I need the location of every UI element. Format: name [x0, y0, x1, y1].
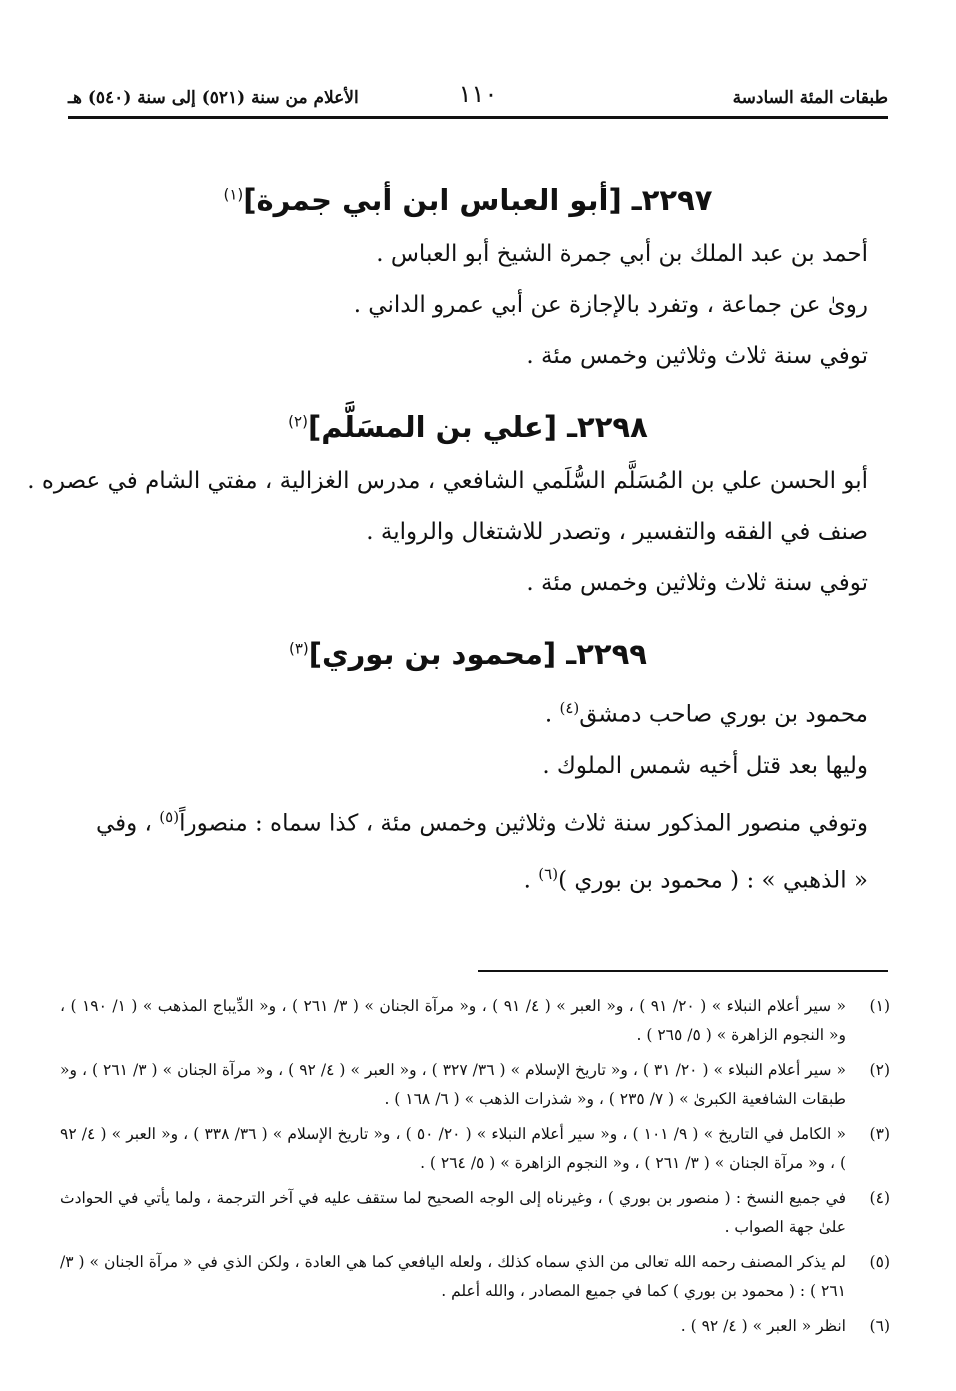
entry-2299 [68, 637, 868, 907]
footnote [60, 1056, 890, 1114]
entry-title [68, 183, 868, 217]
footnote-text: « سير أعلام النبلاء » ( ٢٠/ ٣١ ) ، و« تاريخ الإسلام » ( ٣٦/ ٣٢٧ ) ، و« العبر » ( ٤/ ٩٢ ) ، و« مرآة الجنان » ( ٣/ ٢٦١ ) ، و« طبقات الشافعية الكبرىٰ » ( ٧/ ٢٣٥ ) ، و« شذرات الذهب » ( ٦/ ١٦٨ ) . [60, 1061, 847, 1108]
entry-text: وتوفي منصور المذكور سنة ثلاث وثلاثين وخمس مئة ، كذا سماه : منصوراً [179, 810, 868, 837]
entry-text: « الذهبي » : ( محمود بن بوري ) [558, 867, 868, 894]
entry-heading: ٢٢٩٨ـ [علي بن المسَلَّم] [307, 410, 648, 444]
entry-line: روىٰ عن جماعة ، وتفرد بالإجازة عن أبي عمرو الداني . [353, 292, 868, 318]
footnote-number: (١) [869, 997, 890, 1015]
running-header [68, 78, 888, 108]
footnote-ref[interactable]: (٦) [538, 865, 559, 884]
page-number: ١١٠ [458, 80, 498, 108]
entry-line: وليها بعد قتل أخيه شمس الملوك . [542, 752, 868, 779]
entry-text: محمود بن بوري صاحب دمشق [579, 701, 868, 728]
footnote [60, 1248, 890, 1306]
footnote-rule [478, 970, 888, 972]
header-rule [68, 116, 888, 119]
entry-line [68, 683, 868, 741]
footnote [60, 1312, 890, 1341]
footnote-number: (٦) [869, 1317, 890, 1335]
entry-line: أبو الحسن علي بن المُسَلَّم السُّلَمي الشافعي ، مدرس الغزالية ، مفتي الشام في عصره . [27, 468, 868, 494]
entry-text: ، وفي [95, 810, 160, 837]
entry-2298 [27, 410, 868, 609]
entry-title [68, 637, 868, 671]
footnote-text: لم يذكر المصنف رحمه الله تعالى من الذي سماه كذلك ، ولعله اليافعي كما هي العادة ، ولكن الذي في « مرآة الجنان » ( ٣/ ٢٦١ ) : ( محمود بن بوري ) كما في جميع المصادر ، والله أعلم . [60, 1253, 846, 1300]
footnote-text: انظر « العبر » ( ٤/ ٩٢ ) . [680, 1317, 846, 1335]
footnote-number: (٥) [869, 1253, 890, 1271]
entry-heading: ٢٢٩٧ـ [أبو العباس ابن أبي جمرة] [243, 183, 713, 217]
footnote-number: (٣) [869, 1125, 890, 1143]
entry-title [68, 410, 868, 444]
entry-2297 [68, 183, 868, 382]
footnote-ref[interactable]: (١) [223, 185, 244, 204]
footnote-text: في جميع النسخ : ( منصور بن بوري ) ، وغيرناه إلى الوجه الصحيح لما ستقف عليه في آخر الترجمة ، ولما يأتي في الحوادث علىٰ جهة الصواب . [60, 1189, 846, 1236]
section-title: طبقات المئة السادسة [732, 88, 888, 108]
footnote [60, 1120, 890, 1178]
footnote [60, 992, 890, 1050]
entry-line: توفي سنة ثلاث وثلاثين وخمس مئة . [526, 570, 868, 596]
entry-line: صنف في الفقه والتفسير ، وتصدر للاشتغال والرواية . [366, 519, 868, 545]
entry-line: أحمد بن عبد الملك بن أبي جمرة الشيخ أبو العباس . [376, 241, 868, 267]
footnote-text: « سير أعلام النبلاء » ( ٢٠/ ٩١ ) ، و« العبر » ( ٤/ ٩١ ) ، و« مرآة الجنان » ( ٣/ ٢٦١ ) ، و« الدِّيباج المذهب » ( ١/ ١٩٠ ) ، و« النجوم الزاهرة » ( ٥/ ٢٦٥ ) . [60, 997, 846, 1044]
entry-line: توفي سنة ثلاث وثلاثين وخمس مئة . [526, 343, 868, 369]
footnote-text: « الكامل في التاريخ » ( ٩/ ١٠١ ) ، و« سير أعلام النبلاء » ( ٢٠/ ٥٠ ) ، و« تاريخ الإسلام » ( ٣٦/ ٣٣٨ ) ، و« العبر » ( ٤/ ٩٢ ) ، و« مرآة الجنان » ( ٣/ ٢٦١ ) ، و« النجوم الزاهرة » ( ٥/ ٢٦٤ ) . [60, 1125, 846, 1172]
main-text [27, 165, 868, 907]
footnote-ref[interactable]: (٣) [289, 639, 309, 658]
entry-text: . [523, 867, 539, 894]
footnote-ref[interactable]: (٢) [288, 412, 308, 431]
footnote-ref[interactable]: (٥) [159, 807, 180, 826]
entry-line [68, 792, 868, 850]
entry-text: . [544, 701, 560, 728]
period-title: الأعلام من سنة (٥٢١) إلى سنة (٥٤٠) هـ [68, 88, 359, 108]
footnote-number: (٤) [869, 1189, 890, 1207]
entry-line [68, 849, 868, 907]
footnote-number: (٢) [869, 1061, 890, 1079]
footnote-ref[interactable]: (٤) [559, 699, 580, 717]
footnote [60, 1184, 890, 1242]
entry-heading: ٢٢٩٩ـ [محمود بن بوري] [308, 637, 647, 671]
footnotes [60, 992, 890, 1347]
